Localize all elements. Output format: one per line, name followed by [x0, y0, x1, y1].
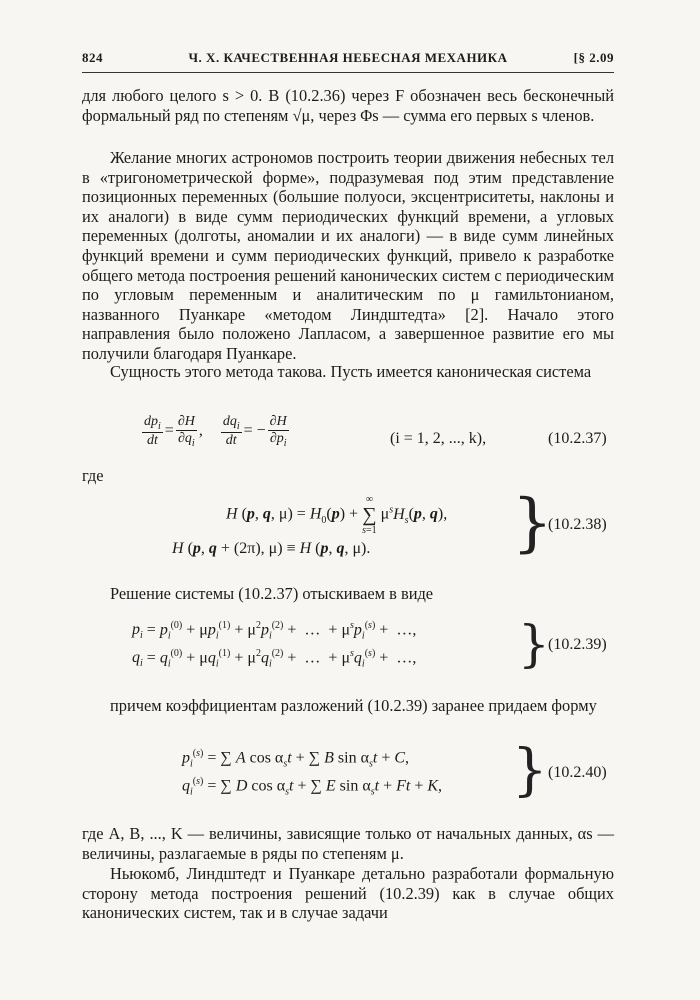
paragraph-3: Сущность этого метода такова. Пусть имеется каноническая система: [110, 362, 592, 381]
paragraph-2: Желание многих астрономов построить теории движения небесных тел в «тригонометрической форме», подразумевая под этим представление позиционных переменных (большие полуоси, эксцентриситеты, наклоны и их аналоги) в виде сумм периодических функций времени, а угловых переменных (долготы, аномалии и их аналоги) — в виде сумм линейных функций времени и сумм периодических функций, привело к разработке общего метода построения решений канонических систем с периодическим по угловым переменным и аналитическим по μ гамильтонианом, названного Пуанкаре «методом Линдштедта» [2]. Начало этого направления было положено Лапласом, а завершенное развитие его мы получили благодаря Пуанкаре.: [82, 148, 614, 363]
running-header: [82, 50, 614, 72]
paragraph-4: где: [82, 466, 104, 485]
equation-10-2-39-line2: $q_i = q_i^{(0)} + \mu q_i^{(1)} + \mu^2q_i^{(2)}$ + … + $\mu^sq_i^{(s)}$ + …,: [132, 648, 417, 670]
paragraph-1: для любого целого s > 0. В (10.2.36) через F обозначен весь бесконечный формальный ряд по степеням √μ, через Φs — сумма его первых s членов.: [82, 86, 614, 125]
equation-range: (i = 1, 2, ..., k),: [390, 430, 487, 447]
equation-number: (10.2.40): [548, 764, 607, 781]
equation-10-2-38-line1: H (p, q, $\mu) = H_0(p)$ + ∞ ∑ s=1 $\mu^sH_s(p$, q),: [226, 494, 448, 536]
running-title: Ч. X. КАЧЕСТВЕННАЯ НЕБЕСНАЯ МЕХАНИКА: [188, 50, 508, 65]
equation-number: (10.2.39): [548, 636, 607, 653]
page-number: 824: [82, 50, 103, 65]
equation-10-2-39-line1: $p_i = p_i^{(0)} + \mu p_i^{(1)} + \mu^2p_i^{(2)}$ + … + $\mu^sp_i^{(s)}$ + …,: [132, 620, 417, 642]
paragraph-5: Решение системы (10.2.37) отыскиваем в виде: [110, 584, 434, 603]
header-rule: [82, 72, 614, 73]
equation-10-2-40-line2: $q_i^{(s)}$ = ∑ D $\cos \alpha_st$ + ∑ E $\sin \alpha_st + Ft + K$,: [182, 776, 443, 798]
equation-10-2-40-line1: $p_i^{(s)}$ = ∑ A $\cos \alpha_st$ + ∑ B $\sin \alpha_st + C$,: [182, 748, 410, 770]
equation-10-2-37: $\frac{dp_i}{dt}$ = $\frac{\partial H}{\partial q_i}$ , $\frac{dq_i}{dt}$ = − $\frac{\partial H}{\partial p_i}$: [144, 414, 287, 449]
equation-10-2-38-line2: H (p, q + (2π), μ) ≡ H (p, q, μ).: [172, 540, 371, 557]
right-brace: }: [512, 738, 548, 803]
equation-number: (10.2.37): [548, 430, 607, 447]
equation-number: (10.2.38): [548, 516, 607, 533]
paragraph-7: где A, B, ..., K — величины, зависящие только от начальных данных, αs — величины, разлагаемые в ряды по степеням μ.: [82, 824, 614, 863]
paragraph-8: Ньюкомб, Линдштедт и Пуанкаре детально разработали формальную сторону метода построения решений (10.2.39) как в случае общих канонических систем, так и в случае задачи: [82, 864, 614, 923]
paragraph-6: причем коэффициентам разложений (10.2.39) заранее придаем форму: [110, 696, 597, 715]
right-brace: }: [512, 486, 553, 560]
right-brace: }: [518, 615, 550, 673]
section-number: [§ 2.09: [573, 50, 614, 65]
